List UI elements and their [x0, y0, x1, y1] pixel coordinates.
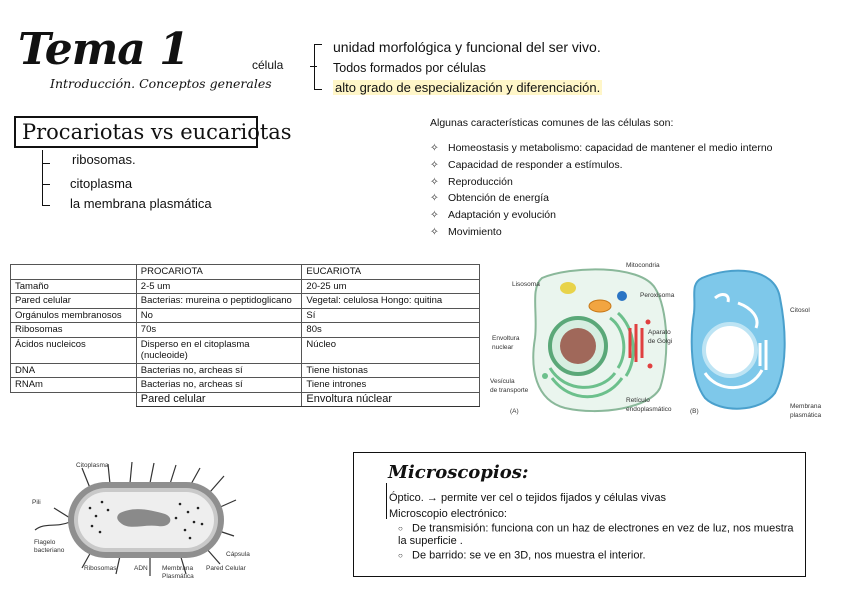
table-cell: Vegetal: celulosa Hongo: quitina: [302, 294, 480, 309]
table-row: [11, 323, 480, 338]
diamond-bullet-icon: ✧: [430, 209, 439, 221]
label-golgi: de Golgi: [648, 338, 673, 345]
table-cell: Sí: [302, 308, 480, 323]
table-cell: Pared celular: [136, 392, 302, 407]
microscopios-title: Microscopios:: [388, 462, 529, 483]
transport-vesicle: [542, 373, 548, 379]
table-cell: Tiene histonas: [302, 363, 480, 378]
peroxisome: [617, 291, 627, 301]
table-cell: Ribosomas: [11, 323, 137, 338]
comparison-table: [10, 264, 480, 407]
procariotas-item-membrana: la membrana plasmática: [70, 196, 212, 211]
table-row: [11, 279, 480, 294]
table-cell: RNAm: [11, 378, 137, 393]
golgi-vesicle: [648, 364, 653, 369]
table-cell: Núcleo: [302, 337, 480, 363]
table-cell: 2-5 um: [136, 279, 302, 294]
label-membrana: Membrana: [162, 565, 194, 572]
label-pared: Pared Celular: [206, 565, 246, 572]
table-cell: Tamaño: [11, 279, 137, 294]
label-lisosoma: Lisosoma: [512, 281, 540, 288]
label-peroxisoma: Peroxisoma: [640, 292, 675, 299]
procariotas-title: Procariotas vs eucariotas: [22, 120, 292, 144]
table-cell: 70s: [136, 323, 302, 338]
characteristic-item: ✧ Homeostasis y metabolismo: capacidad de mantener el medio interno: [430, 142, 773, 154]
table-row: [11, 392, 480, 407]
characteristic-item: ✧ Obtención de energía: [430, 192, 549, 204]
label-vesicula: Vesícula: [490, 378, 515, 385]
table-header-cell: EUCARIOTA: [302, 265, 480, 280]
characteristic-item: ✧ Movimiento: [430, 226, 502, 238]
diamond-bullet-icon: ✧: [430, 142, 439, 154]
mitochondrion: [589, 300, 611, 312]
table-row: [11, 337, 480, 363]
table-cell: Envoltura núclear: [302, 392, 480, 407]
arrow-right-icon: →: [426, 492, 438, 504]
label-flagelo: Flagelo: [34, 539, 56, 546]
label-adn: ADN: [134, 565, 148, 572]
table-cell: Ácidos nucleicos: [11, 337, 137, 363]
label-panel-a: (A): [510, 408, 519, 415]
table-cell: Disperso en el citoplasma (nucleoide): [136, 337, 302, 363]
table-header-row: [11, 265, 480, 280]
table-cell: Pared celular: [11, 294, 137, 309]
table-cell: Bacterias no, archeas sí: [136, 378, 302, 393]
characteristic-item: ✧ Reproducción: [430, 176, 513, 188]
diamond-bullet-icon: ✧: [430, 226, 439, 238]
celula-definition-1: unidad morfológica y funcional del ser vivo.: [333, 39, 601, 55]
table-row: [11, 308, 480, 323]
characteristic-item: ✧ Adaptación y evolución: [430, 209, 556, 221]
circle-bullet-icon: ○: [398, 551, 403, 560]
label-bacteriano: bacteriano: [34, 547, 65, 554]
tema-title: Tema 1: [18, 24, 189, 75]
table-cell: No: [136, 308, 302, 323]
diamond-bullet-icon: ✧: [430, 192, 439, 204]
golgi-vesicle: [646, 320, 651, 325]
microscopio-electronico: Microscopio electrónico:: [389, 508, 507, 520]
label-nuclear: nuclear: [492, 344, 514, 351]
table-row: [11, 294, 480, 309]
label-mitocondria: Mitocondria: [626, 262, 660, 269]
label-plasmatica: plasmática: [790, 412, 822, 419]
procariotas-item-citoplasma: citoplasma: [70, 176, 133, 191]
label-transporte: de transporte: [490, 387, 529, 394]
label-envoltura: Envoltura: [492, 335, 520, 342]
label-reticulo: Retículo: [626, 397, 650, 404]
label-capsula: Cápsula: [226, 551, 250, 558]
prokaryotic-cell-figure: [30, 458, 255, 583]
bracket-tick: [42, 163, 50, 164]
bracket-tick: [42, 184, 50, 185]
bracket-tick: [42, 205, 50, 206]
celula-label: célula: [252, 58, 284, 72]
microscopio-optico: Óptico. → permite ver cel o tejidos fijados y células vivas: [389, 492, 666, 504]
nucleus: [560, 328, 596, 364]
celula-definition-3: alto grado de especialización y diferenciación.: [335, 80, 601, 95]
table-cell: Bacterias no, archeas sí: [136, 363, 302, 378]
label-plasmatica-prok: Plasmática: [162, 573, 194, 580]
diamond-bullet-icon: ✧: [430, 176, 439, 188]
table-header-cell: [11, 265, 137, 280]
label-endoplasmatico: endoplasmático: [626, 406, 672, 413]
label-membrana: Membrana: [790, 403, 822, 410]
microscopio-subitem-transmision: ○ De transmisión: funciona con un haz de electrones en vez de luz, nos muestra la superficie .: [398, 522, 794, 548]
label-aparato: Aparato: [648, 329, 671, 336]
characteristic-item: ✧ Capacidad de responder a estímulos.: [430, 159, 623, 171]
table-cell: 20-25 um: [302, 279, 480, 294]
label-citoplasma: Citoplasma: [76, 462, 109, 469]
circle-bullet-icon: ○: [398, 524, 403, 533]
table-cell: [11, 392, 137, 407]
table-cell: Bacterias: mureina o peptidoglicano: [136, 294, 302, 309]
table-row: [11, 378, 480, 393]
microscopios-bracket: [386, 483, 387, 519]
procariotas-item-ribosomas: ribosomas.: [72, 152, 136, 167]
microscopio-subitem-barrido: ○ De barrido: se ve en 3D, nos muestra el interior.: [398, 549, 646, 562]
celula-definition-2: Todos formados por células: [333, 61, 486, 75]
lysosome: [560, 282, 576, 294]
nucleus-b: [704, 324, 756, 376]
characteristics-intro: Algunas características comunes de las células son:: [430, 117, 674, 129]
table-cell: Tiene intrones: [302, 378, 480, 393]
label-pili: Pili: [32, 499, 41, 506]
tema-subtitle: Introducción. Conceptos generales: [50, 76, 272, 91]
table-header-cell: PROCARIOTA: [136, 265, 302, 280]
celula-bracket: [314, 44, 315, 90]
table-row: [11, 363, 480, 378]
procariotas-bracket: [42, 150, 43, 206]
diamond-bullet-icon: ✧: [430, 159, 439, 171]
table-cell: DNA: [11, 363, 137, 378]
table-cell: 80s: [302, 323, 480, 338]
label-panel-b: (B): [690, 408, 699, 415]
flagellum: [35, 522, 70, 530]
table-cell: Orgánulos membranosos: [11, 308, 137, 323]
label-citosol: Citosol: [790, 307, 810, 314]
label-ribosomas: Ribosomas: [84, 565, 117, 572]
eukaryotic-cell-figure: [490, 258, 840, 428]
